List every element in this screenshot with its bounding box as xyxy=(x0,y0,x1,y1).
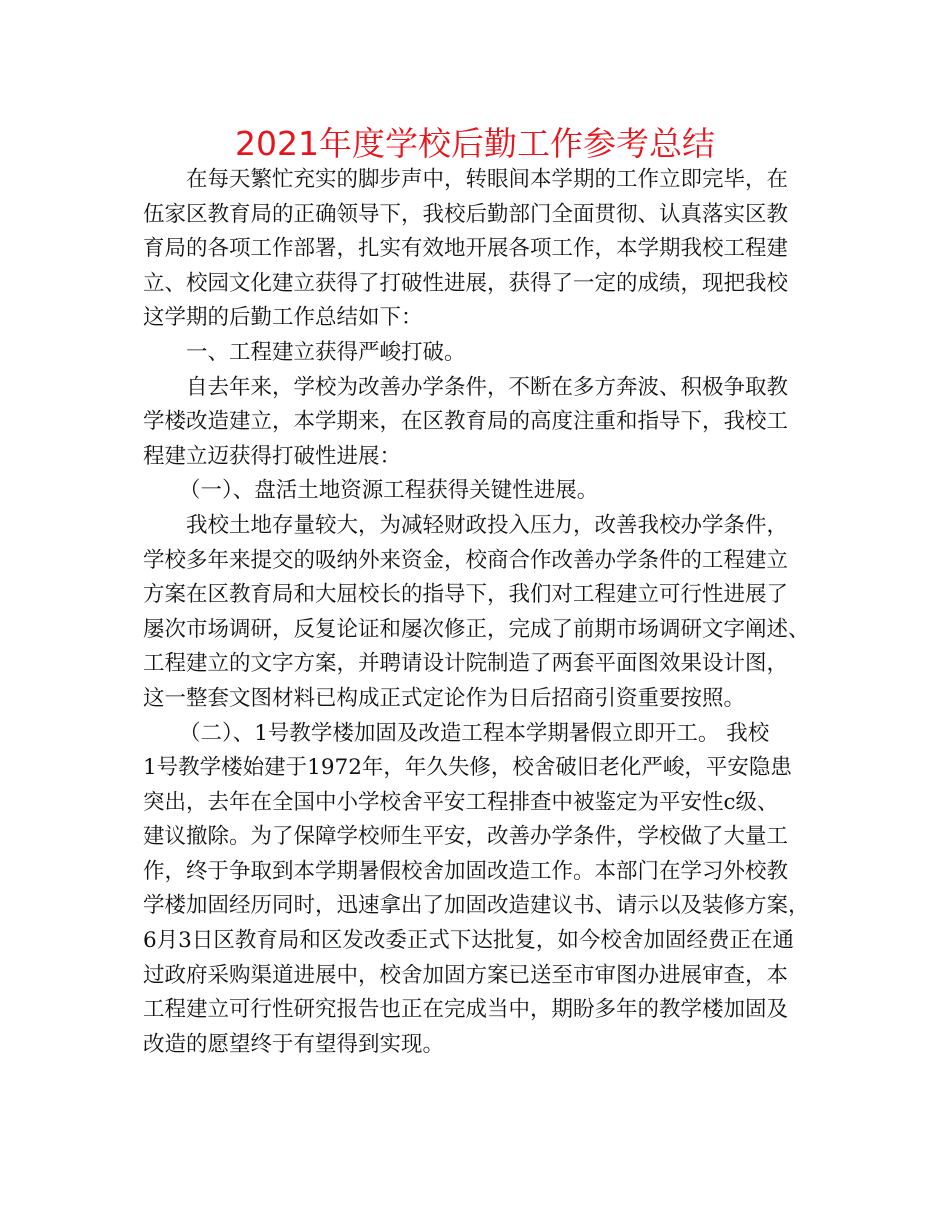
paragraph-line: 学楼加固经历同时，迅速拿出了加固改造建议书、请示以及装修方案， xyxy=(143,893,810,919)
paragraph-line: 工程建立的文字方案，并聘请设计院制造了两套平面图效果设计图， xyxy=(143,651,789,677)
paragraph-line: 伍家区教育局的正确领导下，我校后勤部门全面贯彻、认真落实区教 xyxy=(143,201,789,227)
section-heading: 一、工程建立获得严峻打破。 xyxy=(186,339,466,365)
paragraph-line: 程建立迈获得打破性进展： xyxy=(143,443,402,469)
subsection-heading: （二）、1号教学楼加固及改造工程本学期暑假立即开工。 我校 xyxy=(179,720,770,746)
paragraph-line: 育局的各项工作部署，扎实有效地开展各项工作，本学期我校工程建 xyxy=(143,236,789,262)
paragraph-line: 这一整套文图材料已构成正式定论作为日后招商引资重要按照。 xyxy=(143,685,746,711)
paragraph-line: 学楼改造建立，本学期来，在区教育局的高度注重和指导下，我校工 xyxy=(143,409,789,435)
paragraph-line: 学校多年来提交的吸纳外来资金，校商合作改善办学条件的工程建立 xyxy=(143,547,789,573)
paragraph-line: 作，终于争取到本学期暑假校舍加固改造工作。本部门在学习外校教 xyxy=(143,858,789,884)
paragraph-line: 自去年来，学校为改善办学条件，不断在多方奔波、积极争取教 xyxy=(186,374,789,400)
paragraph-line: 方案在区教育局和大屈校长的指导下，我们对工程建立可行性进展了 xyxy=(143,582,789,608)
document-body xyxy=(143,163,828,1062)
paragraph-line: 建议撤除。为了保障学校师生平安，改善办学条件，学校做了大量工 xyxy=(143,824,789,850)
paragraph-line: 屡次市场调研，反复论证和屡次修正，完成了前期市场调研文字阐述、 xyxy=(143,616,810,642)
paragraph-line: 工程建立可行性研究报告也正在完成当中，期盼多年的教学楼加固及 xyxy=(143,997,789,1023)
paragraph-line: 这学期的后勤工作总结如下： xyxy=(143,305,423,331)
paragraph-line: 在每天繁忙充实的脚步声中，转眼间本学期的工作立即完毕，在 xyxy=(186,167,789,192)
paragraph-line: 突出，去年在全国中小学校舍平安工程排查中被鉴定为平安性c级、 xyxy=(143,789,779,815)
paragraph-line: 改造的愿望终于有望得到实现。 xyxy=(143,1031,445,1057)
subsection-heading: （一）、盘活土地资源工程获得关键性进展。 xyxy=(179,478,599,504)
paragraph-line: 过政府采购渠道进展中，校舍加固方案已送至市审图办进展审查，本 xyxy=(143,962,789,988)
paragraph-line: 1号教学楼始建于1972年，年久失修，校舍破旧老化严峻，平安隐患 xyxy=(143,755,792,781)
paragraph-line: 我校土地存量较大，为减轻财政投入压力，改善我校办学条件， xyxy=(186,512,789,538)
paragraph-line: 6月3日区教育局和区发改委正式下达批复，如今校舍加固经费正在通 xyxy=(143,928,794,954)
paragraph-line: 立、校园文化建立获得了打破性进展，获得了一定的成绩，现把我校 xyxy=(143,270,789,296)
document-title: 2021年度学校后勤工作参考总结 xyxy=(235,124,715,163)
